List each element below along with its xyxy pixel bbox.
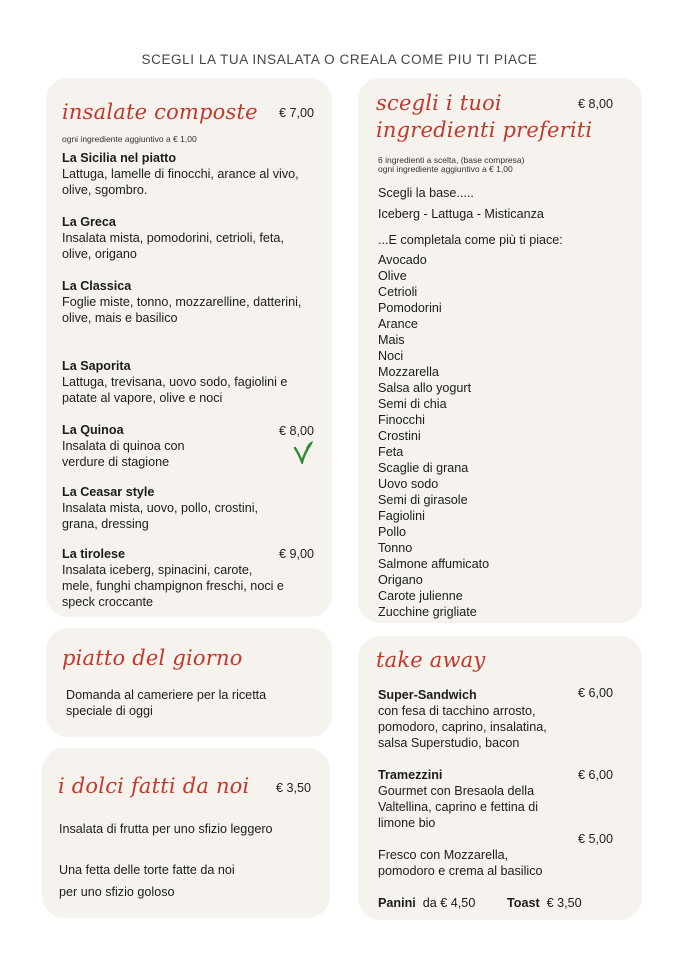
dolci-price: € 3,50	[276, 781, 312, 795]
ingredient-item: Avocado	[378, 253, 427, 267]
piatto-del-giorno-panel	[46, 628, 332, 737]
ingredient-item: Semi di girasole	[378, 493, 468, 507]
ingredient-item: Feta	[378, 445, 404, 459]
insalate-title: insalate composte	[62, 100, 258, 124]
ingredienti-title-line2: ingredienti preferiti	[376, 118, 593, 142]
salad-item	[62, 214, 312, 262]
ingredient-item: Pomodorini	[378, 301, 442, 315]
sandwich-price: € 6,00	[578, 686, 614, 700]
salad-name: La Quinoa	[62, 423, 124, 437]
ingredient-item: Noci	[378, 349, 404, 363]
salad-item	[62, 150, 312, 198]
base-label: Scegli la base.....	[378, 186, 474, 200]
ingredient-item: Scaglie di grana	[378, 461, 469, 475]
ingredient-item: Crostini	[378, 429, 421, 443]
salad-description: Lattuga, lamelle di finocchi, arance al vivo, olive, sgombro.	[62, 167, 299, 197]
dolci-title: i dolci fatti da noi	[58, 774, 250, 798]
salad-description: Insalata iceberg, spinacini, carote, mele, funghi champignon freschi, noci e speck croccante	[62, 563, 284, 609]
insalate-note: ogni ingrediente aggiuntivo a € 1,00	[62, 134, 197, 144]
dolci-line-1: Insalata di frutta per uno sfizio leggero	[59, 822, 273, 836]
ingredient-item: Arance	[378, 317, 418, 331]
ingredient-item: Olive	[378, 269, 407, 283]
tramezzini-description: Gourmet con Bresaola della Valtellina, caprino e fettina di limone bio	[378, 784, 539, 830]
base-options: Iceberg - Lattuga - Misticanza	[378, 207, 544, 221]
salad-item	[62, 278, 312, 326]
ingredient-item: Salmone affumicato	[378, 557, 490, 571]
piatto-text: Domanda al cameriere per la ricetta speciale di oggi	[66, 688, 267, 718]
ingredient-list	[378, 252, 489, 620]
salad-description: Insalata mista, uovo, pollo, crostini, grana, dressing	[62, 501, 258, 531]
ingredienti-note-2: ogni ingrediente aggiuntivo a € 1,00	[378, 164, 513, 174]
ingredient-item: Cetrioli	[378, 285, 418, 299]
salad-description: Insalata mista, pomodorini, cetrioli, feta, olive, origano	[62, 231, 284, 261]
salad-item	[62, 484, 312, 532]
ingredient-item: Mozzarella	[378, 365, 439, 379]
toast-price: € 3,50	[546, 896, 582, 910]
dolci-panel	[42, 748, 330, 918]
toast-label: Toast	[507, 896, 540, 910]
complete-label: ...E completala come più ti piace:	[378, 233, 563, 247]
panini-price: da € 4,50	[422, 896, 476, 910]
toast-row	[507, 895, 582, 911]
dolci-line-3: per uno sfizio goloso	[59, 885, 175, 899]
salad-description: Foglie miste, tonno, mozzarelline, datterini, olive, mais e basilico	[62, 295, 302, 325]
ingredienti-price: € 8,00	[578, 97, 614, 111]
salad-name: La Classica	[62, 279, 132, 293]
salad-item	[62, 422, 315, 470]
tirolese-price: € 9,00	[279, 547, 315, 561]
panini-row	[378, 895, 475, 911]
ingredient-item: Fagiolini	[378, 509, 425, 523]
ingredient-item: Uovo sodo	[378, 477, 439, 491]
insalate-price: € 7,00	[279, 106, 315, 120]
salad-name: La Ceasar style	[62, 485, 155, 499]
ingredient-item: Salsa allo yogurt	[378, 381, 472, 395]
sandwich-name: Super-Sandwich	[378, 688, 477, 702]
ingredient-item: Carote julienne	[378, 589, 463, 603]
salad-name: La tirolese	[62, 547, 125, 561]
take-away-panel	[358, 636, 642, 920]
salad-description: Lattuga, trevisana, uovo sodo, fagiolini e patate al vapore, olive e noci	[62, 375, 288, 405]
ingredienti-panel	[358, 78, 642, 623]
ingredient-item: Origano	[378, 573, 423, 587]
panini-label: Panini	[378, 896, 416, 910]
ingredienti-note-1: 6 ingredienti a scelta, (base compresa)	[378, 155, 525, 165]
tramezzini-name: Tramezzini	[378, 768, 443, 782]
fresco-description: Fresco con Mozzarella, pomodoro e crema al basilico	[378, 848, 543, 878]
vegan-v-icon	[292, 440, 314, 464]
sandwich-description: con fesa di tacchino arrosto, pomodoro, caprino, insalatina, salsa Superstudio, bacon	[378, 704, 547, 750]
salad-name: La Sicilia nel piatto	[62, 151, 177, 165]
ingredient-item: Semi di chia	[378, 397, 447, 411]
insalate-composte-panel	[46, 78, 332, 617]
salad-name: La Saporita	[62, 359, 131, 373]
salad-item	[62, 546, 315, 610]
salad-name: La Greca	[62, 215, 116, 229]
ingredient-item: Zucchine grigliate	[378, 605, 477, 619]
ingredient-item: Finocchi	[378, 413, 425, 427]
quinoa-price: € 8,00	[279, 424, 315, 438]
salad-description: Insalata di quinoa con verdure di stagione	[62, 439, 185, 469]
fresco-price: € 5,00	[578, 832, 614, 846]
ingredient-item: Mais	[378, 333, 405, 347]
page-header: SCEGLI LA TUA INSALATA O CREALA COME PIU TI PIACE	[141, 52, 538, 67]
tramezzini-price: € 6,00	[578, 768, 614, 782]
salad-item	[62, 358, 312, 406]
dolci-line-2: Una fetta delle torte fatte da noi	[59, 863, 235, 877]
ingredient-item: Pollo	[378, 525, 407, 539]
piatto-title: piatto del giorno	[62, 646, 243, 670]
takeaway-title: take away	[376, 648, 486, 672]
ingredient-item: Tonno	[378, 541, 413, 555]
ingredienti-title-line1: scegli i tuoi	[376, 91, 502, 115]
